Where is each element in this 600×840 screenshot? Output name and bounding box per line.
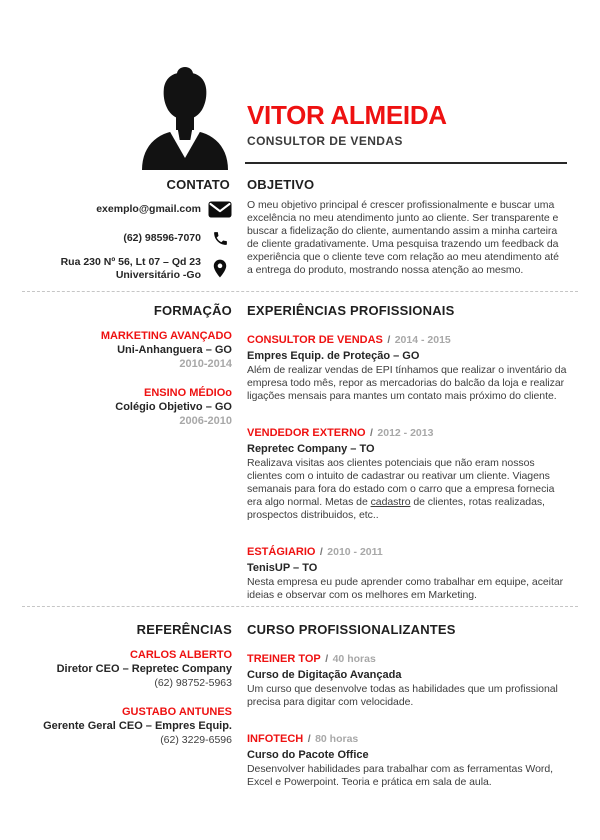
contact-address-row [0,256,232,281]
experience-item-head [247,542,567,560]
experience-role: CONSULTOR DE VENDAS [247,334,383,346]
email-text: exemplo@gmail.com [96,203,201,216]
course-item [247,649,567,709]
contact-heading: CONTATO [166,177,230,192]
experience-period: 2014 - 2015 [394,334,451,346]
course-item-head [247,729,567,747]
experience-description-post: de clientes, rotas realizadas, prospectos distribuidos, etc.. [247,496,545,521]
experience-slash: / [319,546,323,558]
education-section [0,303,232,427]
education-item [0,330,232,370]
header-identity [247,102,447,148]
reference-item [0,706,232,746]
phone-icon [208,230,232,247]
course-item [247,729,567,789]
reference-role: Diretor CEO – Repretec Company [56,663,232,675]
experience-role: VENDEDOR EXTERNO [247,427,366,439]
reference-phone: (62) 98752-5963 [154,677,232,689]
section-separator-bottom [22,606,578,607]
candidate-name: VITOR ALMEIDA [247,100,447,130]
job-title: CONSULTOR DE VENDAS [247,134,403,149]
experience-item [247,423,567,522]
experience-company: TenisUP – TO [247,562,318,574]
envelope-icon [208,201,232,218]
education-item [0,387,232,427]
reference-name: GUSTABO ANTUNES [122,706,232,718]
experience-role: ESTÁGIARIO [247,546,316,558]
reference-role: Gerente Geral CEO – Empres Equip. [43,720,232,732]
experience-item [247,542,567,602]
education-title: MARKETING AVANÇADO [100,330,232,342]
header-divider [245,162,567,164]
experience-period: 2012 - 2013 [377,427,434,439]
experience-slash: / [387,334,391,346]
course-duration: 80 horas [315,733,359,745]
address-text [61,256,201,281]
education-school: Colégio Objetivo – GO [115,401,232,413]
objective-section [247,177,567,277]
course-provider: INFOTECH [247,733,304,745]
education-period: 2006-2010 [179,415,232,427]
courses-heading: CURSO PROFISSIONALIZANTES [247,622,456,637]
course-description: Desenvolver habilidades para trabalhar com as ferramentas Word, Excel e Powerpoint. Teoria e prática em sala de aula. [247,763,553,788]
section-separator-top [22,291,578,292]
contact-email-row [0,201,232,218]
course-item-head [247,649,567,667]
courses-section [247,622,567,789]
experience-section [247,303,567,602]
experience-heading: EXPERIÊNCIAS PROFISSIONAIS [247,303,455,318]
address-line-1: Rua 230 Nº 56, Lt 07 – Qd 23 [60,256,201,268]
reference-item [0,649,232,689]
profile-photo-person-silhouette-icon [139,64,231,170]
references-heading: REFERÊNCIAS [136,622,232,637]
experience-description-underlined-word: cadastro [370,496,411,508]
course-name: Curso do Pacote Office [247,749,369,761]
experience-slash: / [370,427,373,439]
course-slash: / [307,733,311,745]
reference-phone: (62) 3229-6596 [160,734,232,746]
education-title: ENSINO MÉDIOo [143,387,232,399]
experience-description [247,457,567,522]
course-provider: TREINER TOP [247,653,321,665]
education-period: 2010-2014 [179,358,232,370]
experience-period: 2010 - 2011 [327,546,383,558]
experience-description-pre: Realizava visitas aos clientes potenciais que não eram nossos clientes com o intuito de cadastrar ou reativar um cliente. Viagens semanais para fora do estado com o carro que a empresa fornecia era algo normal. Metas de [247,457,555,508]
objective-text: O meu objetivo principal é crescer profissionalmente e buscar uma excelência no meu atendimento junto ao cliente. Ser transparente e buscar a fidelização do cliente, aumentando assim a minha carteira de cliente gradativamente. Uma pesquisa trazendo um feedback da experiência que o cliente teve com relação ao meu atendimento até a entrega do produto, mostrando nossa atenção ao mesmo. [247,199,559,276]
reference-name: CARLOS ALBERTO [129,649,232,661]
experience-item-head [247,330,567,348]
experience-item [247,330,567,403]
course-description: Um curso que desenvolve todas as habilidades que um profissional precisa para digitar com velocidade. [247,683,558,708]
course-slash: / [325,653,329,665]
contact-section [0,177,232,281]
education-school: Uni-Anhanguera – GO [117,344,232,356]
contact-phone-row [0,230,232,247]
experience-description: Nesta empresa eu pude aprender como trabalhar em equipe, aceitar ideias e observar com os melhores em Marketing. [247,576,564,601]
experience-item-head [247,423,567,441]
experience-company: Empres Equip. de Proteção – GO [247,350,420,362]
address-line-2: Universitário -Go [115,268,201,281]
experience-description: Além de realizar vendas de EPI tínhamos que realizar o inventário da empresa todo mês, repor as mercadorias do balcão da loja e realizar ligações mensais para mantes um contato mais próximo do cliente. [247,364,567,402]
person-silhouette-icon [139,64,231,170]
phone-text: (62) 98596-7070 [123,232,201,245]
references-section [0,622,232,746]
location-pin-icon [208,258,232,279]
course-duration: 40 horas [332,653,376,665]
course-name: Curso de Digitação Avançada [247,669,402,681]
objective-heading: OBJETIVO [247,177,315,192]
experience-company: Repretec Company – TO [247,443,375,455]
education-heading: FORMAÇÃO [153,303,232,318]
